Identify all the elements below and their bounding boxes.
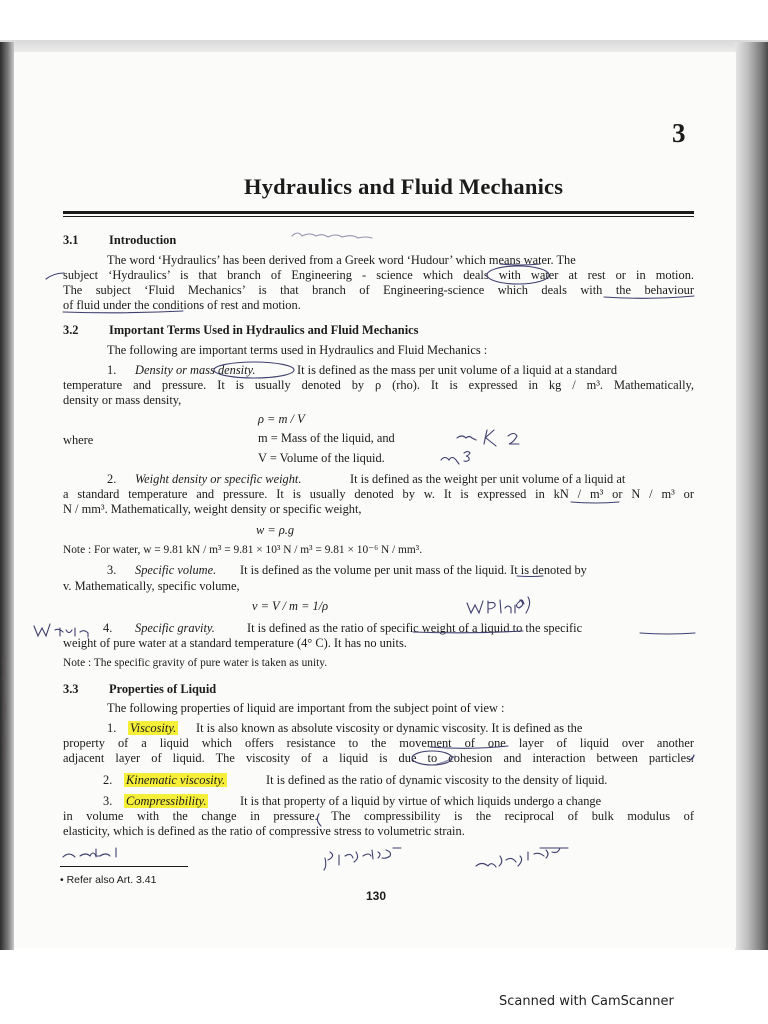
paragraph-line: N / mm³. Mathematically, weight density or specific weight,	[63, 502, 362, 516]
paragraph-line: adjacent layer of liquid. The viscosity of a liquid is due to cohesion and interaction between particles.	[63, 751, 694, 765]
section-number: 3.1	[63, 233, 79, 247]
item-number: 1.	[107, 721, 117, 735]
page-number: 130	[366, 889, 387, 903]
title-rule-thin	[63, 216, 694, 217]
paragraph-line: elasticity, which is defined as the ratio of compressive stress to volumetric strain.	[63, 824, 465, 838]
paragraph-line: It is defined as the weight per unit volume of a liquid at	[350, 472, 626, 486]
paragraph-line: It is also known as absolute viscosity or dynamic viscosity. It is defined as the	[196, 721, 583, 735]
chapter-number: 3	[672, 118, 686, 148]
paragraph-line: subject ‘Hydraulics’ is that branch of Engineering - science which deals with water at rest or in motion.	[63, 268, 694, 282]
section-heading: Important Terms Used in Hydraulics and Fluid Mechanics	[109, 323, 419, 337]
paragraph-line: v. Mathematically, specific volume,	[63, 579, 240, 593]
definition-line: V = Volume of the liquid.	[258, 451, 385, 465]
item-number: 4.	[103, 621, 113, 635]
paragraph-line: density or mass density,	[63, 393, 182, 407]
paragraph-line: of fluid under the conditions of rest and motion.	[63, 298, 301, 312]
section-heading: Properties of Liquid	[109, 682, 217, 696]
term-label: Specific gravity.	[135, 621, 215, 635]
item-number: 1.	[107, 363, 117, 377]
paragraph-line: a standard temperature and pressure. It is usually denoted by w. It is expressed in kN / m³ or N / m³ or	[63, 487, 694, 501]
paragraph-line: It is that property of a liquid by virtue of which liquids undergo a change	[240, 794, 602, 808]
title-rule-thick	[63, 211, 694, 214]
term-label-highlighted: Viscosity.	[130, 721, 177, 735]
scanner-watermark: Scanned with CamScanner	[499, 994, 674, 1009]
paragraph-line: It is defined as the volume per unit mass of the liquid. It is denoted by	[240, 563, 587, 577]
item-number: 2.	[107, 472, 117, 486]
footnote-rule	[60, 866, 188, 867]
where-label: where	[63, 433, 94, 447]
note: Note : The specific gravity of pure water is taken as unity.	[63, 657, 328, 669]
paragraph-line: in volume with the change in pressure. The compressibility is the reciprocal of bulk modulus of	[63, 809, 694, 823]
term-label-highlighted: Compressibility.	[126, 794, 207, 808]
paragraph-line: The subject ‘Fluid Mechanics’ is that branch of Engineering-science which deals with the behaviour	[63, 283, 694, 297]
book-spine-edge	[0, 42, 14, 950]
paragraph-line: It is defined as the ratio of specific weight of a liquid to the specific	[247, 621, 583, 635]
section-heading: Introduction	[109, 233, 177, 247]
note: Note : For water, w = 9.81 kN / m³ = 9.81 × 10³ N / m³ = 9.81 × 10⁻⁶ N / mm³.	[63, 544, 423, 556]
term-label: Weight density or specific weight.	[135, 472, 302, 486]
paragraph-line: weight of pure water at a standard temperature (4° C). It has no units.	[63, 636, 407, 650]
item-number: 3.	[103, 794, 113, 808]
paragraph-line: The word ‘Hydraulics’ has been derived from a Greek word ‘Hudour’ which means water. The	[107, 253, 576, 267]
definition-line: m = Mass of the liquid, and	[258, 431, 395, 445]
term-label: Specific volume.	[135, 563, 217, 577]
page-stack-edge	[735, 42, 768, 950]
term-label-highlighted: Kinematic viscosity.	[126, 773, 226, 787]
section-number: 3.3	[63, 682, 79, 696]
formula: w = ρ.g	[256, 523, 295, 537]
footnote: • Refer also Art. 3.41	[60, 874, 157, 886]
scan-top-margin	[0, 0, 768, 42]
formula: v = V / m = 1/ρ	[252, 599, 329, 613]
paragraph-line: The following are important terms used in Hydraulics and Fluid Mechanics :	[107, 343, 488, 357]
formula: ρ = m / V	[258, 412, 305, 426]
term-label: Density or mass density.	[135, 363, 256, 377]
paragraph-line: The following properties of liquid are important from the subject point of view :	[107, 701, 505, 715]
scan-bottom-margin	[0, 950, 768, 1024]
section-number: 3.2	[63, 323, 79, 337]
item-number: 3.	[107, 563, 117, 577]
chapter-title: Hydraulics and Fluid Mechanics	[244, 174, 564, 199]
paragraph-line: It is defined as the mass per unit volume of a liquid at a standard	[297, 363, 618, 377]
paragraph-line: property of a liquid which offers resistance to the movement of one layer of liquid over another	[63, 736, 694, 750]
paragraph-line: temperature and pressure. It is usually denoted by ρ (rho). It is expressed in kg / m³. Mathematically,	[63, 378, 694, 392]
item-number: 2.	[103, 773, 113, 787]
paragraph-line: It is defined as the ratio of dynamic viscosity to the density of liquid.	[266, 773, 608, 787]
